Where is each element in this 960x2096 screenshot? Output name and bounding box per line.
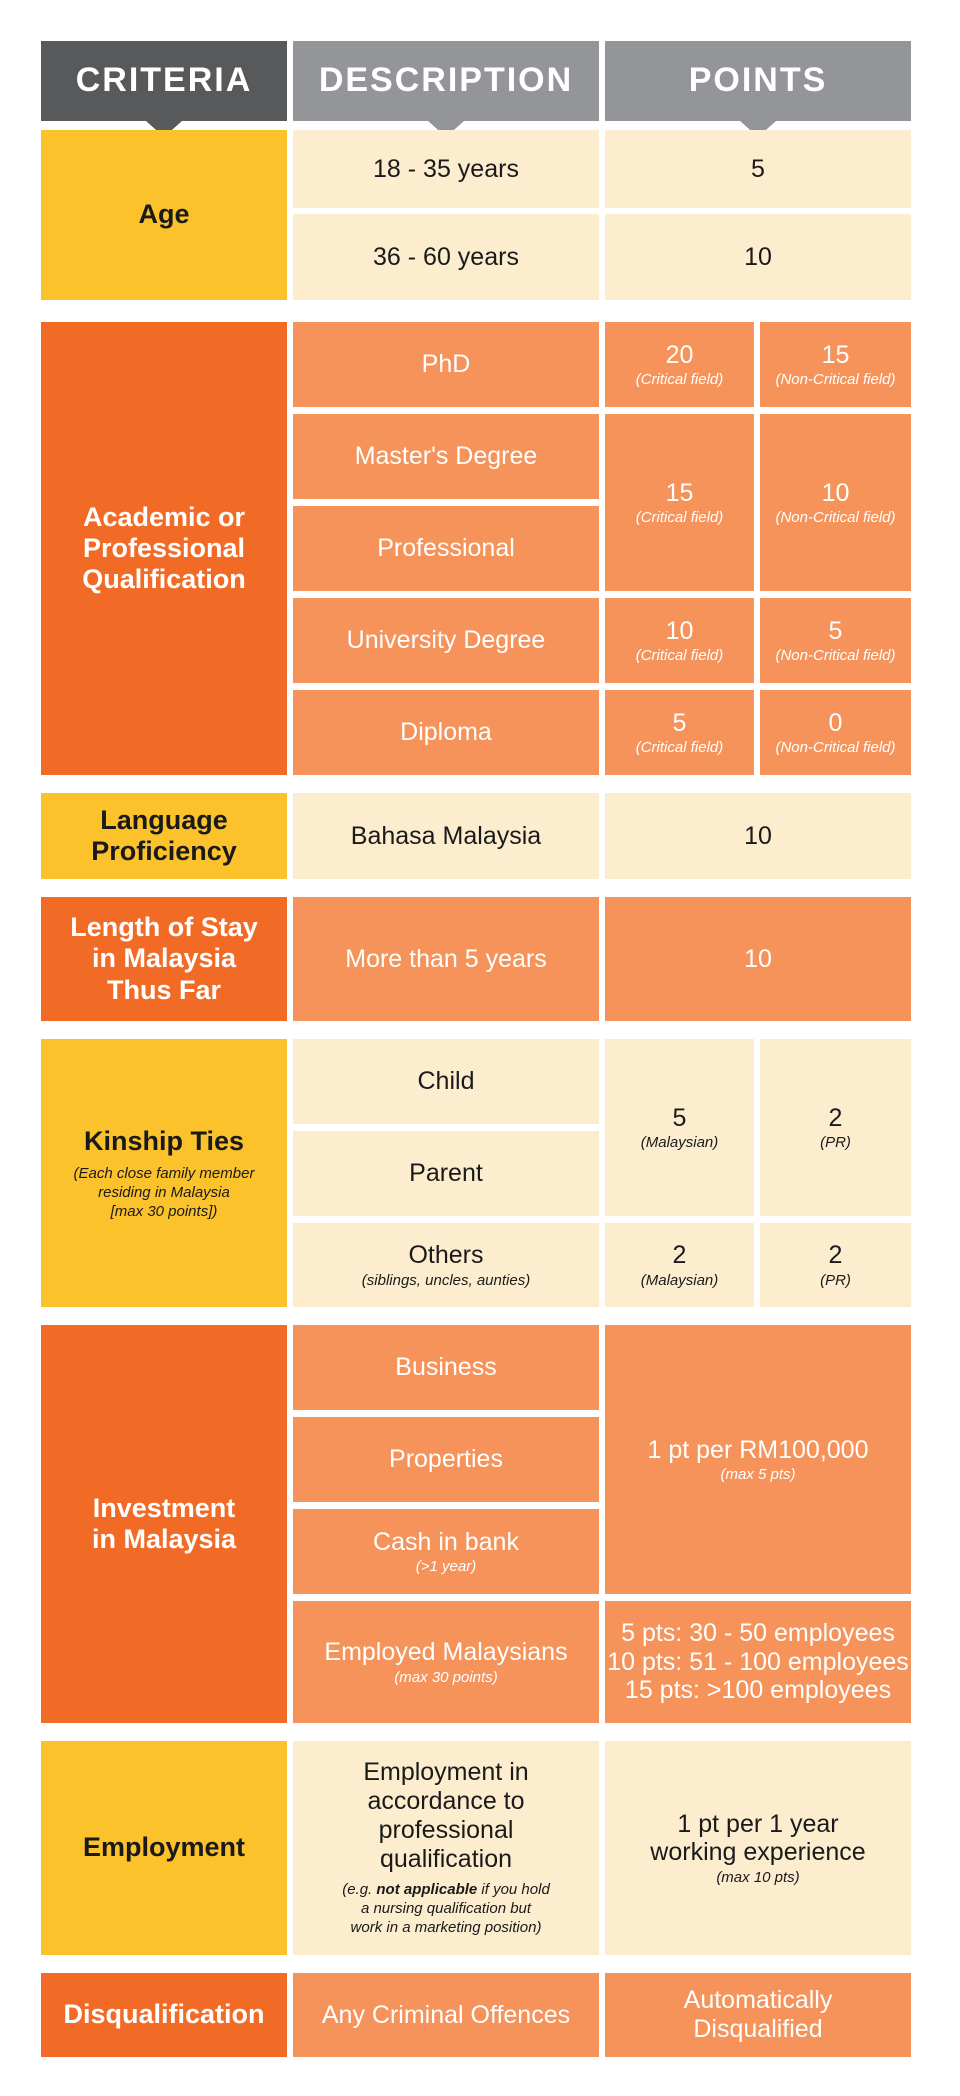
points-line: Automatically [683,1986,833,2015]
noncritical-field-label: (Non-Critical field) [775,509,896,527]
criteria-title: Employment [82,1832,246,1863]
investment-properties-description [293,1417,599,1502]
kinship-child-parent-pr [760,1039,911,1216]
points-line: 15 pts: >100 employees [624,1676,892,1705]
description-note: (>1 year) [415,1558,477,1576]
criteria-length-of-stay [41,897,287,1021]
points-text: 10 [744,242,772,271]
kinship-parent-description [293,1131,599,1216]
description-text: Diploma [400,718,492,747]
criteria-employment [41,1741,287,1955]
language-points [605,793,911,879]
disqualification-points [605,1973,911,2057]
kinship-others-description [293,1223,599,1307]
criteria-line: in Malaysia [91,943,237,974]
criteria-line: Professional [82,532,246,563]
criteria-line: Investment [92,1492,236,1523]
criteria-title: Kinship Ties [83,1125,245,1156]
investment-cash-description [293,1509,599,1594]
points-value: 15 [821,340,850,369]
kinship-child-description [293,1039,599,1124]
description-note: (siblings, uncles, aunties) [361,1271,531,1289]
criteria-note: (Each close family member [73,1164,255,1182]
points-line: Disqualified [693,2015,823,2043]
critical-field-label: (Critical field) [635,509,724,527]
header-points [605,41,911,121]
disqualification-description [293,1973,599,2057]
description-text: 18 - 35 years [373,154,519,183]
criteria-note: [max 30 points]) [110,1203,218,1221]
description-text: Any Criminal Offences [321,2000,571,2029]
header-criteria [41,41,287,121]
investment-employed-points [605,1601,911,1723]
criteria-age-label: Age [138,199,190,230]
age-row-1-points [605,130,911,208]
criteria-note: residing in Malaysia [98,1183,230,1201]
header-description [293,41,599,121]
description-text: Employed Malaysians [324,1638,568,1666]
description-text: More than 5 years [345,944,547,973]
criteria-line: Qualification [82,564,246,595]
points-line: 1 pt per 1 year [677,1809,839,1838]
investment-employed-description [293,1601,599,1723]
description-text: Parent [409,1159,483,1188]
description-text: Professional [377,534,515,563]
description-line: qualification [379,1844,513,1873]
critical-field-label: (Critical field) [635,371,724,389]
age-row-1-description [293,130,599,208]
noncritical-field-label: (Non-Critical field) [775,739,896,757]
employment-note [342,1881,550,1937]
academic-university-critical [605,598,754,683]
description-text: Others [408,1241,484,1269]
points-text: 10 [744,944,772,973]
academic-phd-noncritical [760,322,911,407]
description-text: Cash in bank [373,1527,519,1556]
noncritical-field-label: (Non-Critical field) [775,647,896,665]
description-text: 36 - 60 years [373,242,519,271]
academic-masters-description [293,414,599,499]
kinship-child-parent-malaysian [605,1039,754,1216]
academic-phd-critical [605,322,754,407]
points-note: (max 10 pts) [716,1869,800,1887]
age-row-2-points [605,214,911,300]
critical-field-label: (Critical field) [635,739,724,757]
header-points-label: POINTS [688,61,828,100]
academic-diploma-critical [605,690,754,775]
note-emphasis: not applicable [376,1881,478,1899]
description-text: Master's Degree [354,442,538,471]
points-value: 5 [828,616,843,645]
criteria-age [41,130,287,300]
note-prefix: (e.g. [342,1881,377,1899]
description-text: Business [395,1353,497,1382]
criteria-language [41,793,287,879]
criteria-line: Thus Far [106,974,221,1005]
points-value: 10 [821,478,850,507]
description-text: University Degree [346,626,546,655]
employment-description [293,1741,599,1955]
malaysian-label: (Malaysian) [640,1134,719,1152]
description-text: PhD [421,350,471,379]
stay-description [293,897,599,1021]
points-value: 2 [672,1241,687,1269]
criteria-kinship [41,1039,287,1307]
criteria-line: Language [100,804,228,835]
points-line: working experience [650,1838,866,1867]
language-description [293,793,599,879]
academic-phd-description [293,322,599,407]
points-note: (max 5 pts) [720,1466,796,1484]
description-text: Properties [389,1445,503,1474]
points-value: 2 [828,1241,843,1269]
critical-field-label: (Critical field) [635,647,724,665]
note-suffix: if you hold [477,1881,550,1899]
points-text: 10 [744,821,772,850]
criteria-title: Disqualification [63,1999,265,2030]
employment-points [605,1741,911,1955]
academic-masters-professional-critical [605,414,754,591]
investment-asset-points [605,1325,911,1594]
points-value: 15 [665,478,694,507]
criteria-line: Proficiency [91,836,237,866]
points-value: 5 [672,708,687,737]
academic-diploma-noncritical [760,690,911,775]
investment-business-description [293,1325,599,1410]
kinship-others-malaysian [605,1223,754,1307]
points-text: 1 pt per RM100,000 [647,1435,869,1464]
points-value: 5 [672,1103,687,1132]
note-line: work in a marketing position) [350,1918,542,1936]
description-text: Child [417,1067,475,1096]
pr-label: (PR) [820,1271,851,1289]
criteria-line: in Malaysia [91,1524,237,1554]
points-value: 2 [828,1103,843,1132]
malaysian-label: (Malaysian) [640,1271,719,1289]
criteria-line: Academic or [82,501,246,532]
criteria-line: Length of Stay [70,912,258,943]
points-value: 20 [665,340,694,369]
description-line: professional [378,1815,514,1844]
academic-university-description [293,598,599,683]
stay-points [605,897,911,1021]
academic-university-noncritical [760,598,911,683]
note-line: a nursing qualification but [360,1900,532,1918]
points-line: 10 pts: 51 - 100 employees [607,1647,909,1676]
academic-diploma-description [293,690,599,775]
header-description-label: DESCRIPTION [318,61,574,100]
criteria-disqualification [41,1973,287,2057]
description-line: Employment in [363,1758,529,1787]
description-line: accordance to [367,1787,525,1816]
criteria-investment [41,1325,287,1723]
academic-professional-description [293,506,599,591]
description-note: (max 30 points) [394,1668,498,1686]
points-value: 10 [665,616,694,645]
description-text: Bahasa Malaysia [350,821,542,850]
points-value: 0 [828,708,843,737]
pr-label: (PR) [820,1134,851,1152]
academic-masters-professional-noncritical [760,414,911,591]
points-line: 5 pts: 30 - 50 employees [621,1618,895,1647]
header-criteria-label: CRITERIA [75,61,253,100]
age-row-2-description [293,214,599,300]
noncritical-field-label: (Non-Critical field) [775,371,896,389]
points-text: 5 [751,154,765,183]
criteria-academic [41,322,287,775]
kinship-others-pr [760,1223,911,1307]
